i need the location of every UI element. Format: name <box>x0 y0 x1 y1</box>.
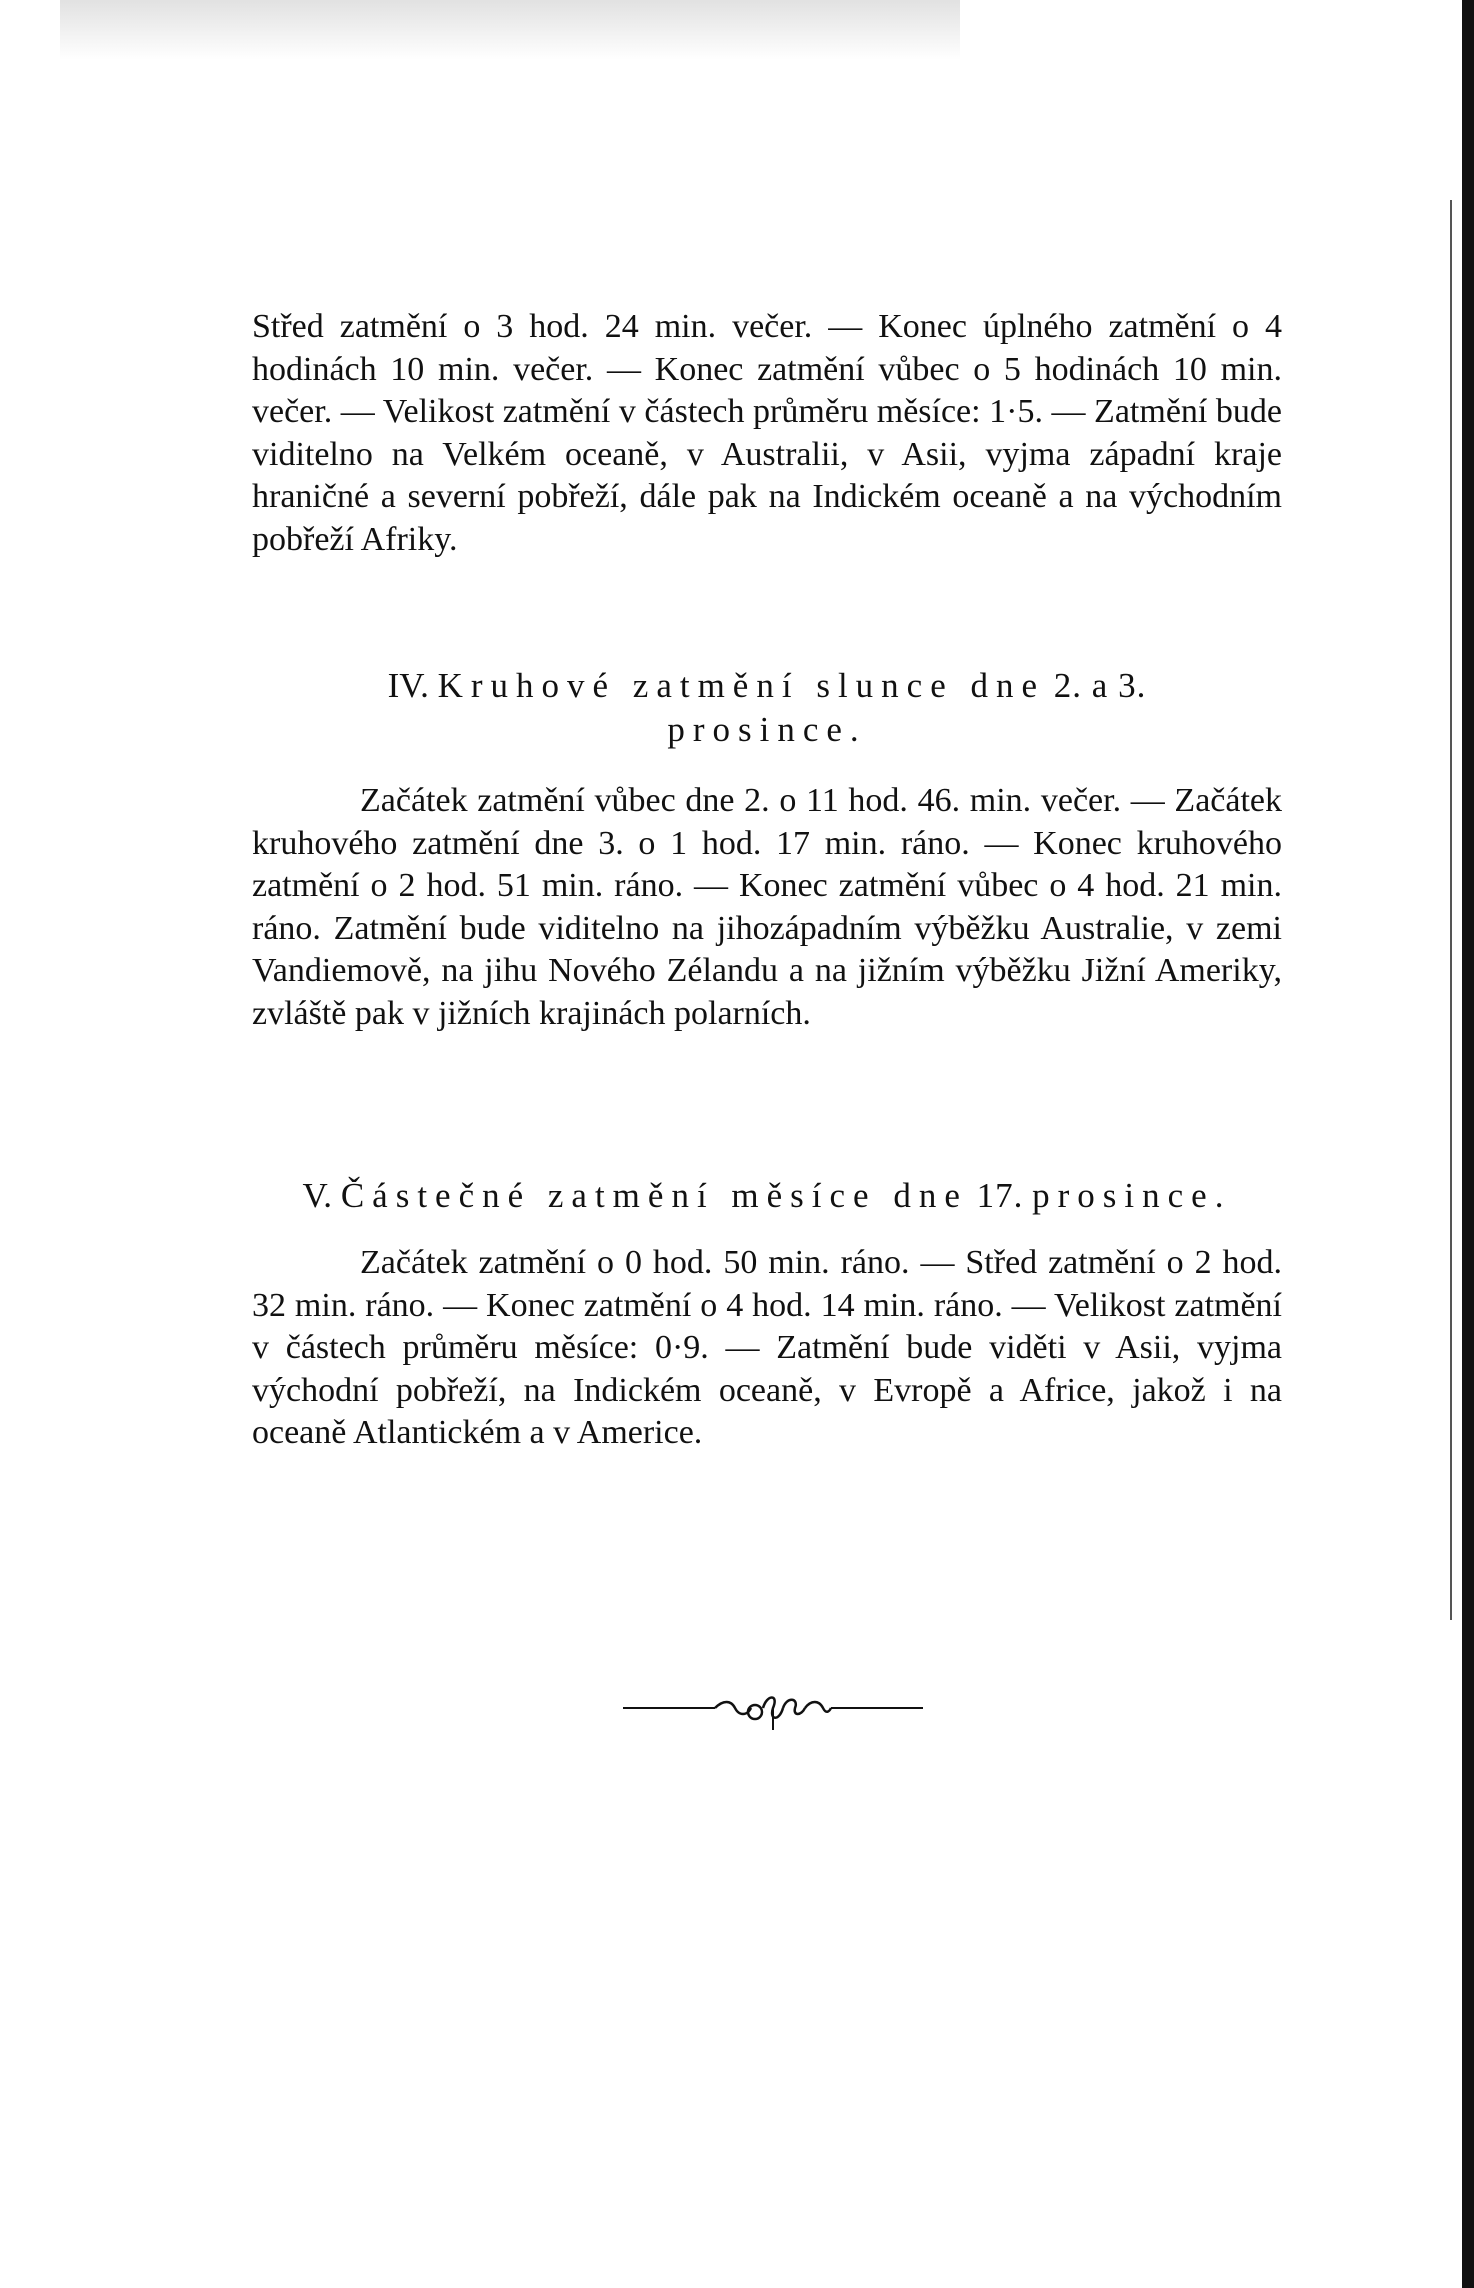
section-title: Kruhové zatmění slunce dne <box>437 666 1046 705</box>
section-dates: 2. a 3. <box>1053 666 1147 705</box>
section-number: IV. <box>387 666 429 705</box>
section-date: 17. <box>976 1176 1024 1215</box>
section-heading-iv <box>252 664 1282 752</box>
section-heading-v <box>252 1174 1282 1218</box>
fleuron-ornament-icon <box>623 1686 923 1730</box>
paragraph-text: Střed zatmění o 3 hod. 24 min. večer. — Konec úplného zatmění o 4 hodinách 10 min. večer. — Konec zatmění vůbec o 5 hodinách 10 min. večer. — Velikost zatmění v částech průměru měsíce: 1·5. — Zatmění bude viditelno na Velkém oceaně, v Australii, v Asii, vyjma západní kraje hraničné a severní pobřeží, dále pak na Indickém oceaně a na východním pobřeží Afriky. <box>252 308 1282 558</box>
section-title: Částečné zatmění měsíce dne <box>340 1176 968 1215</box>
paragraph-eclipse-v <box>252 1242 1282 1455</box>
page-top-smudge <box>60 0 960 60</box>
paragraph-text: Začátek zatmění o 0 hod. 50 min. ráno. — Střed zatmění o 2 hod. 32 min. ráno. — Konec zatmění o 4 hod. 14 min. ráno. — Velikost zatmění v částech průměru měsíce: 0·9. — Zatmění bude viděti v Asii, vyjma východní pobřeží, na Indickém oceaně, v Evropě a Africe, jakož i na oceaně Atlantickém a v Americe. <box>252 1244 1282 1451</box>
section-number: V. <box>302 1176 333 1215</box>
page-binding-edge <box>1462 0 1474 2288</box>
page-right-rule <box>1450 200 1452 1620</box>
paragraph-eclipse-iv <box>252 780 1282 1035</box>
section-month: prosince. <box>667 710 867 749</box>
paragraph-text: Začátek zatmění vůbec dne 2. o 11 hod. 46. min. večer. — Začátek kruhového zatmění dne 3. o 1 hod. 17 min. ráno. — Konec kruhového zatmění o 2 hod. 51 min. ráno. — Konec zatmění vůbec o 4 hod. 21 min. ráno. Zatmění bude viditelno na jihozápadním výběžku Australie, v zemi Vandiemově, na jihu Nového Zélandu a na jižním výběžku Jižní Ameriky, zvláště pak v jižních krajinách polarních. <box>252 782 1282 1032</box>
paragraph-eclipse-iii <box>252 306 1282 561</box>
section-month: prosince. <box>1032 1176 1232 1215</box>
